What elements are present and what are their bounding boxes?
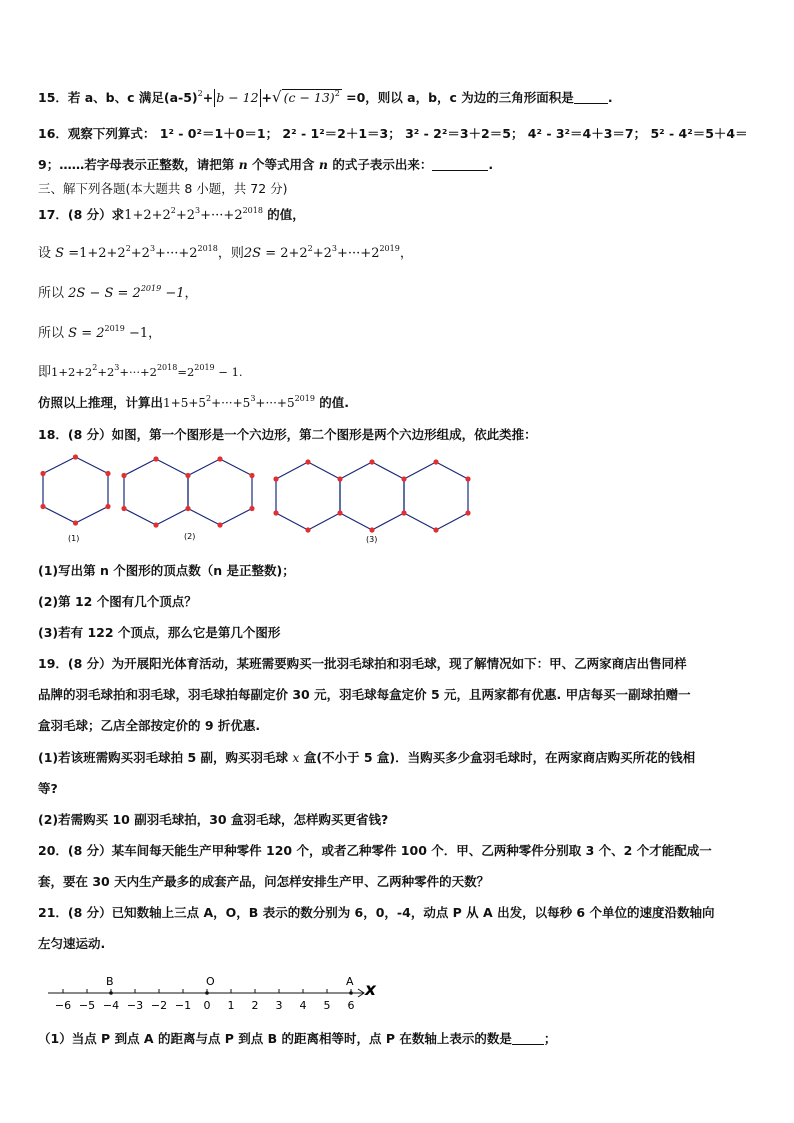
- question-20-line-1: 20．(8 分）某车间每天能生产甲种零件 120 个，或者乙种零件 100 个．甲、乙两种零件分别取 3 个、2 个才能配成一: [38, 843, 712, 858]
- figure-3-vertex: [273, 476, 278, 481]
- figure-2-vertex: [249, 506, 254, 511]
- tick-label: 6: [347, 999, 355, 1012]
- figure-2-edge: [188, 459, 220, 476]
- question-19-part-2: (2)若需购买 10 副羽毛球拍，30 盒羽毛球，怎样购买更省钱?: [38, 812, 389, 827]
- figure-3-vertex: [273, 510, 278, 515]
- figure-3-vertex: [465, 476, 470, 481]
- tick-label: −6: [54, 999, 72, 1012]
- figure-1-vertex: [105, 504, 110, 509]
- figure-2-vertex: [153, 522, 158, 527]
- tick-label: 3: [275, 999, 283, 1012]
- figure-3-edge: [276, 462, 308, 479]
- question-19-line-5: 等?: [38, 781, 58, 796]
- figure-3-vertex: [465, 510, 470, 515]
- figure-2-edge: [124, 459, 156, 476]
- figure-3-vertex: [401, 510, 406, 515]
- number-line-ticks: [55, 989, 355, 1012]
- figure-3-edge: [340, 462, 372, 479]
- figure-3-edge: [404, 513, 436, 530]
- figure-1-edge: [76, 507, 109, 524]
- tick-label: −3: [126, 999, 144, 1012]
- tick-label: 1: [227, 999, 235, 1012]
- point-O: [205, 991, 209, 995]
- figure-3-edge: [340, 513, 372, 530]
- figure-1-vertex: [73, 454, 78, 459]
- figure-3-vertex: [401, 476, 406, 481]
- figure-3-edge: [404, 462, 436, 479]
- hexagon-figures: [0, 450, 794, 550]
- tick-label: 0: [203, 999, 211, 1012]
- question-17-step-4: 即$1+2+2^2+2^3+\cdot\cdot\cdot+2^{2018}=2^{2019} - 1$.: [38, 363, 243, 380]
- question-17-step-2: 所以 $2S - S = 2^{2019} -1$，: [38, 284, 198, 301]
- tick-label: −1: [174, 999, 192, 1012]
- figure-2-edge: [124, 509, 156, 526]
- answer-blank[interactable]: [512, 1032, 544, 1045]
- figure-1-vertex: [73, 520, 78, 525]
- number-line: [0, 968, 794, 1016]
- figure-3-edge: [436, 513, 468, 530]
- question-18-part-1: (1)写出第 n 个图形的顶点数（n 是正整数)；: [38, 563, 295, 578]
- answer-blank[interactable]: [574, 91, 608, 104]
- figure-3-edge: [372, 462, 404, 479]
- tick-label: −2: [150, 999, 168, 1012]
- figure-3-vertex: [433, 459, 438, 464]
- figure-3-edge: [372, 513, 404, 530]
- question-16-line-1: 16．观察下列算式： 1² - 0²＝1＋0＝1； 2² - 1²＝2＋1＝3； 3² - 2²＝3＋2＝5； 4² - 3²＝4＋3＝7； 5² - 4²＝5＋4＝: [38, 126, 748, 141]
- question-17-step-3: 所以 $S = 2^{2019} -1$，: [38, 324, 162, 341]
- figure-2-vertex: [185, 506, 190, 511]
- figure-2-edge: [220, 509, 252, 526]
- figure-2-edge: [188, 509, 220, 526]
- section-heading: 三、解下列各题(本大题共 8 小题，共 72 分): [38, 181, 288, 196]
- figure-3-vertex: [433, 527, 438, 532]
- tick-label: 2: [251, 999, 259, 1012]
- point-label-O: O: [206, 975, 215, 988]
- question-17-title: 17．(8 分）求$1+2+2^2+2^3+\cdot\cdot\cdot+2^{2018}$ 的值，: [38, 206, 305, 223]
- question-15: 15．若 a、b、c 满足$(a-5)^2+ b - 12$ +√ $(c - 13)^2 =0$，则以 a，b，c 为边的三角形面积是 .: [38, 88, 613, 106]
- figure-3-vertex: [337, 510, 342, 515]
- point-A: [349, 991, 353, 995]
- figure-3-edge: [308, 462, 340, 479]
- question-17-step-1: 设 $S =1+2+2^2+2^3+\cdot\cdot\cdot+2^{2018}$，则$2S = 2+2^2+2^3+\cdot\cdot\cdot+2^{2019}$，: [38, 244, 413, 261]
- figure-3-vertex: [305, 527, 310, 532]
- figure-3-vertex: [369, 459, 374, 464]
- figure-2-vertex: [153, 456, 158, 461]
- question-21-line-2: 左匀速运动.: [38, 936, 106, 951]
- figure-2-vertex: [249, 473, 254, 478]
- point-B: [109, 991, 113, 995]
- figure-3-edge: [436, 462, 468, 479]
- figure-2-vertex: [217, 522, 222, 527]
- point-label-B: B: [106, 975, 114, 988]
- question-19-part-1: (1)若该班需购买羽毛球拍 5 副，购买羽毛球 x 盒(不小于 5 盒)．当购买多少盒羽毛球时，在两家商店购买所花的钱相: [38, 750, 696, 765]
- figure-1-vertex: [105, 471, 110, 476]
- figure-3-edge: [276, 513, 308, 530]
- figure-2-edge: [156, 459, 188, 476]
- figure-3-vertex: [305, 459, 310, 464]
- question-18-title: 18．(8 分）如图，第一个图形是一个六边形，第二个图形是两个六边形组成，依此类推：: [38, 427, 537, 442]
- figure-2-vertex: [217, 456, 222, 461]
- answer-blank[interactable]: [432, 158, 488, 171]
- figure-1-edge: [43, 507, 76, 524]
- figure-2-edge: [220, 459, 252, 476]
- tick-label: 5: [323, 999, 331, 1012]
- question-16-line-2: 9；……若字母表示正整数，请把第 n 个等式用含 n 的式子表示出来： .: [38, 157, 494, 172]
- hexagon-vertices: [40, 454, 470, 532]
- tick-label: −5: [78, 999, 96, 1012]
- point-label-A: A: [346, 975, 354, 988]
- figure-1-vertex: [40, 471, 45, 476]
- question-18-part-3: (3)若有 122 个顶点，那么它是第几个图形: [38, 625, 281, 640]
- hexagon-edges: [43, 457, 468, 530]
- figure-1-edge: [76, 457, 109, 474]
- figure-3-vertex: [369, 527, 374, 532]
- tick-label: −4: [102, 999, 120, 1012]
- figure-label-3: (3): [366, 535, 378, 544]
- question-18-part-2: (2)第 12 个图有几个顶点？: [38, 594, 197, 609]
- question-21-part-1: （1）当点 P 到点 A 的距离与点 P 到点 B 的距离相等时，点 P 在数轴上表示的数是 ；: [38, 1031, 557, 1046]
- axis-label-x: x: [365, 980, 376, 1000]
- figure-2-vertex: [121, 506, 126, 511]
- question-20-line-2: 套，要在 30 天内生产最多的成套产品，问怎样安排生产甲、乙两种零件的天数？: [38, 874, 490, 889]
- question-19-line-1: 19．(8 分）为开展阳光体育活动，某班需要购买一批羽毛球拍和羽毛球，现了解情况如下：甲、乙两家商店出售同样: [38, 656, 687, 671]
- figure-label-1: (1): [68, 534, 80, 543]
- question-19-line-3: 盒羽毛球；乙店全部按定价的 9 折优惠.: [38, 718, 261, 733]
- question-19-line-2: 品牌的羽毛球拍和羽毛球，羽毛球拍每副定价 30 元，羽毛球每盒定价 5 元，且两家都有优惠. 甲店每买一副球拍赠一: [38, 687, 691, 702]
- figure-2-vertex: [121, 473, 126, 478]
- figure-2-edge: [156, 509, 188, 526]
- figure-3-vertex: [337, 476, 342, 481]
- figure-3-edge: [308, 513, 340, 530]
- question-21-line-1: 21．(8 分）已知数轴上三点 A，O，B 表示的数分别为 6，0，-4，动点 P 从 A 出发，以每秒 6 个单位的速度沿数轴向: [38, 905, 715, 920]
- tick-label: 4: [299, 999, 307, 1012]
- figure-1-vertex: [40, 504, 45, 509]
- question-17-task: 仿照以上推理，计算出$1+5+5^2+\cdot\cdot\cdot+5^3+\cdot\cdot\cdot+5^{2019}$ 的值.: [38, 394, 350, 410]
- figure-label-2: (2): [184, 532, 196, 541]
- figure-1-edge: [43, 457, 76, 474]
- figure-2-vertex: [185, 473, 190, 478]
